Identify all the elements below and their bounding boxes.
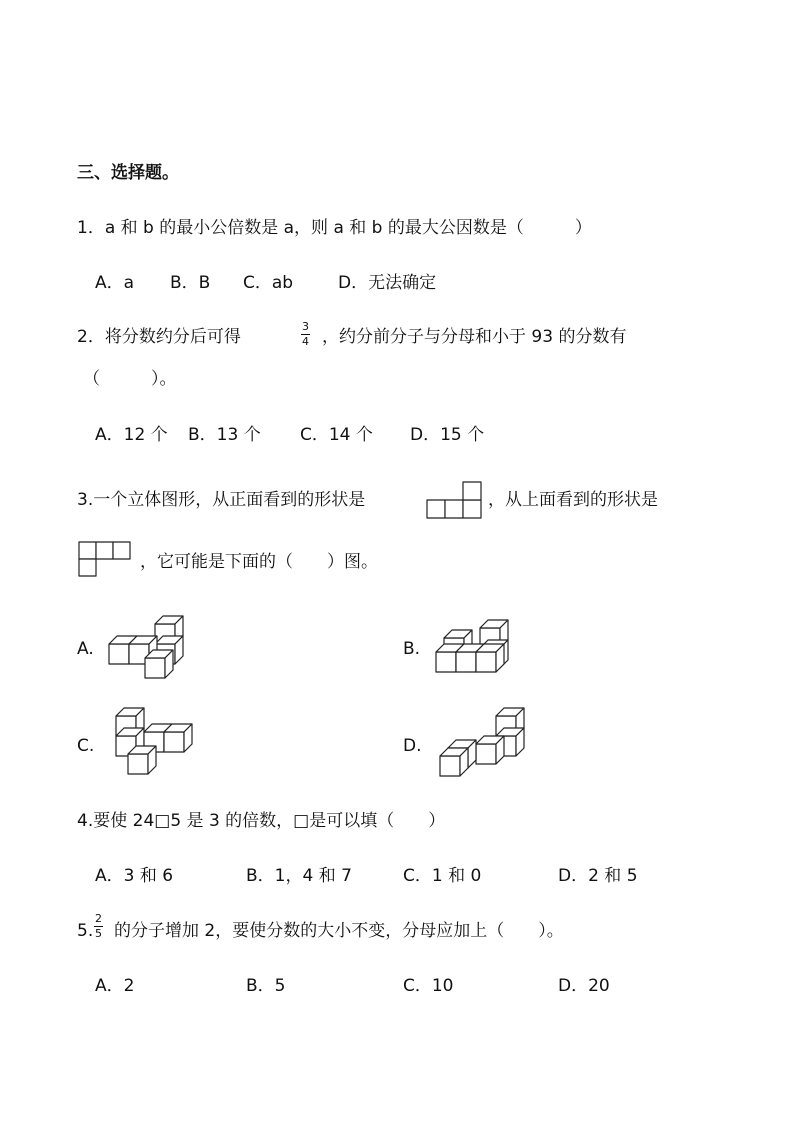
cube <box>164 724 192 752</box>
question-2-option-d: D．15 个 <box>410 425 485 445</box>
question-2-option-b: B．13 个 <box>188 425 261 445</box>
front-view-square <box>463 482 481 500</box>
question-1-option-b: B．B <box>170 273 211 293</box>
question-5-option-d: D．20 <box>558 976 610 996</box>
section-title: 三、选择题。 <box>77 163 179 183</box>
top-view-square <box>113 542 130 559</box>
top-view-square <box>79 559 96 576</box>
question-5-stem-end: 的分子增加 2，要使分数的大小不变，分母应加上（ ）。 <box>114 921 564 941</box>
question-3-option-c: C. <box>77 736 95 756</box>
question-5-stem-start: 5. <box>77 921 94 941</box>
option-b-cube-figure <box>436 618 516 680</box>
cube <box>145 650 173 678</box>
cube <box>476 644 504 672</box>
question-3-stem-start: 3.一个立体图形，从正面看到的形状是 <box>77 490 366 510</box>
question-4-stem: 4.要使 24□5 是 3 的倍数，□是可以填（ ） <box>77 811 446 831</box>
question-4-option-b: B．1，4 和 7 <box>246 866 352 886</box>
top-view-figure <box>78 541 134 579</box>
question-2-option-c: C．14 个 <box>300 425 373 445</box>
cube <box>440 748 468 776</box>
question-5-fraction <box>94 913 103 940</box>
fraction-denominator: 5 <box>95 927 102 940</box>
top-view-square <box>79 542 96 559</box>
cube <box>128 746 156 774</box>
top-view-square <box>96 542 113 559</box>
question-5-option-a: A．2 <box>95 976 135 996</box>
option-c-cube-figure <box>114 706 198 780</box>
fraction-denominator: 4 <box>302 335 309 348</box>
front-view-square <box>427 500 445 518</box>
question-4-option-d: D．2 和 5 <box>558 866 638 886</box>
front-view-square <box>445 500 463 518</box>
fraction-numerator: 3 <box>302 320 309 333</box>
question-3-stem-line2: ，它可能是下面的（ ）图。 <box>140 552 378 572</box>
question-3-option-a: A. <box>77 639 94 659</box>
question-2-stem-start: 2．将分数约分后可得 <box>77 327 241 347</box>
option-d-cube-figure <box>440 708 530 778</box>
question-2-stem-end: ，约分前分子与分母和小于 93 的分数有 <box>322 327 627 347</box>
question-2-option-a: A．12 个 <box>95 425 168 445</box>
question-4-option-a: A．3 和 6 <box>95 866 174 886</box>
front-view-figure <box>426 481 484 519</box>
question-5-option-c: C．10 <box>403 976 454 996</box>
question-2-fraction <box>301 321 310 348</box>
question-3-stem-end: ，从上面看到的形状是 <box>488 490 658 510</box>
question-3-option-b: B. <box>403 639 421 659</box>
fraction-numerator: 2 <box>95 912 102 925</box>
question-1-stem: 1．a 和 b 的最小公倍数是 a，则 a 和 b 的最大公因数是（ ） <box>77 218 592 238</box>
cube <box>476 736 504 764</box>
question-1-option-d: D．无法确定 <box>338 273 437 293</box>
question-2-blank: （ ）。 <box>83 369 177 389</box>
question-3-option-d: D. <box>403 736 422 756</box>
front-view-square <box>463 500 481 518</box>
question-4-option-c: C．1 和 0 <box>403 866 482 886</box>
question-1-option-a: A．a <box>95 273 135 293</box>
option-a-cube-figure <box>109 612 189 684</box>
question-1-option-c: C．ab <box>243 273 294 293</box>
question-5-option-b: B．5 <box>246 976 286 996</box>
